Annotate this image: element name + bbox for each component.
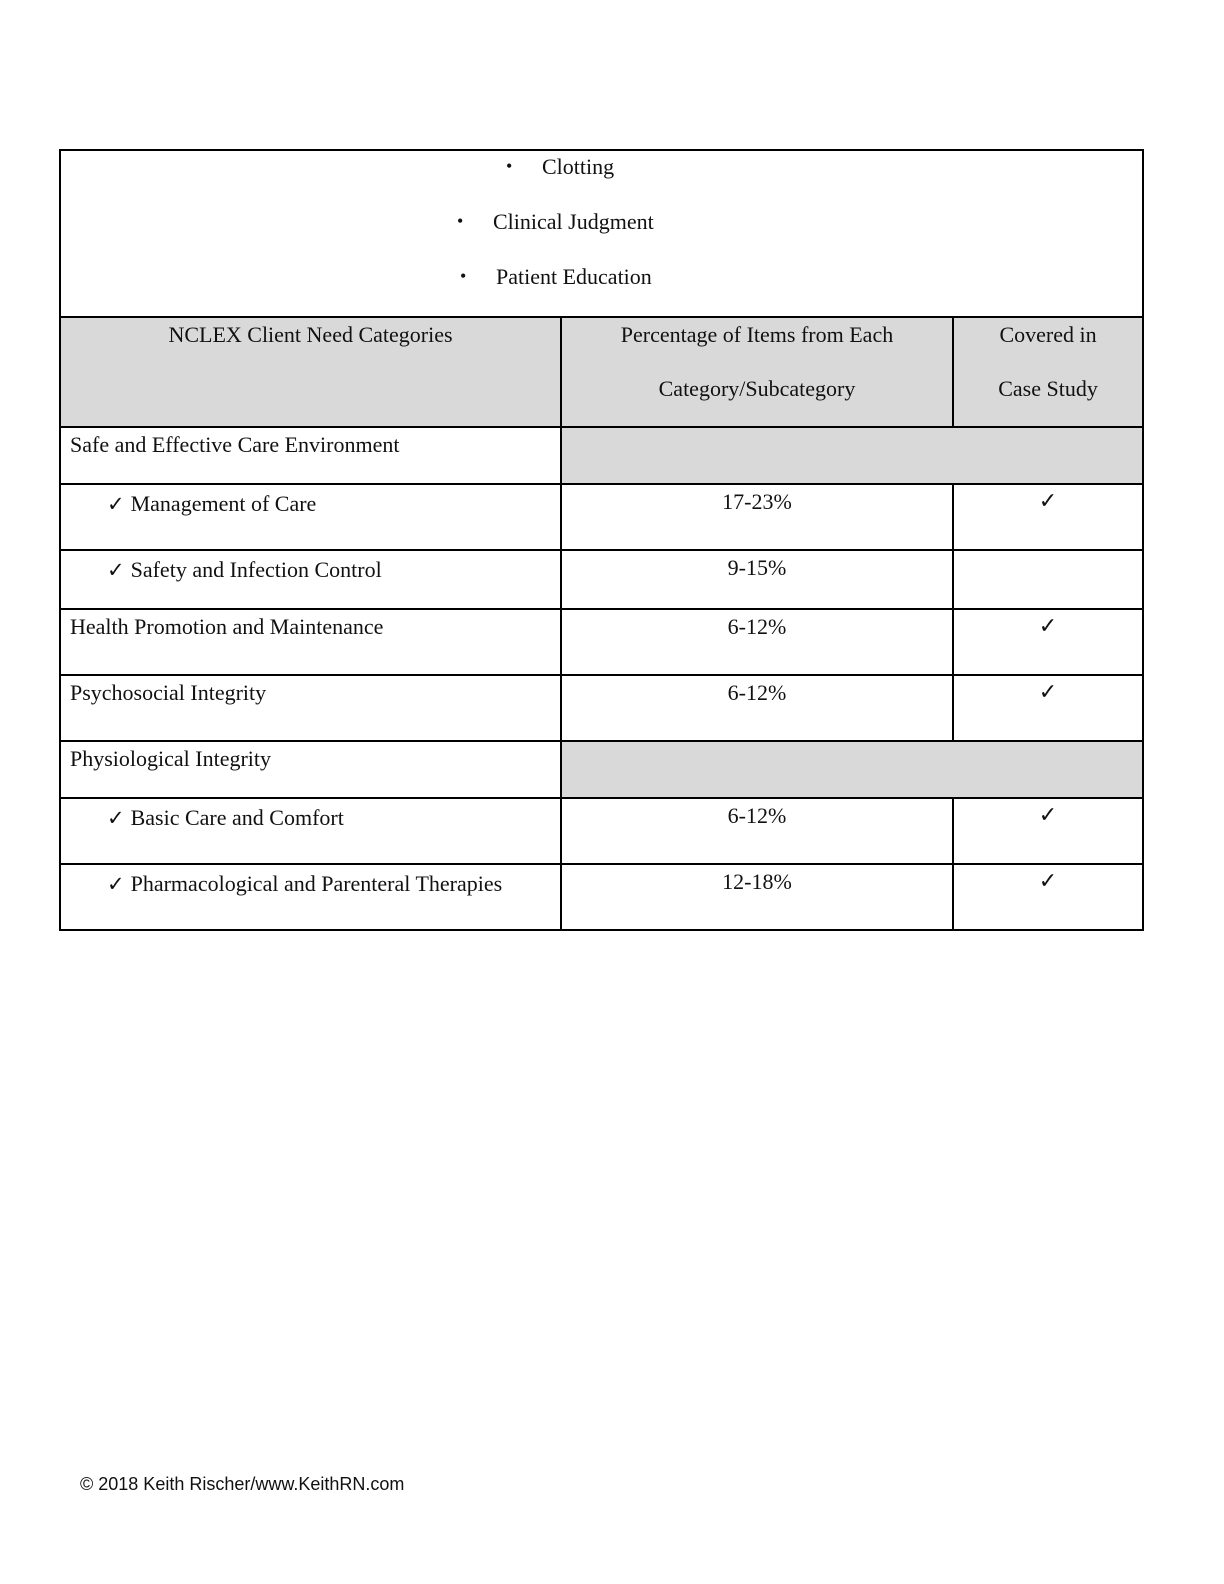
check-icon: ✓ (107, 492, 125, 516)
covered-cell (953, 798, 1143, 864)
header-percentage-line1: Percentage of Items from Each (620, 322, 894, 347)
subcategory-label: Management of Care (130, 491, 317, 516)
check-icon: ✓ (107, 872, 125, 896)
bullet-icon: • (506, 156, 513, 176)
topics-cell (60, 150, 1143, 317)
check-icon: ✓ (107, 806, 125, 830)
percent-cell (561, 798, 953, 864)
category-cell (60, 427, 561, 484)
category-cell (60, 675, 561, 741)
percent-value: 12-18% (722, 869, 792, 894)
percent-cell (561, 550, 953, 609)
subcategory-cell (60, 798, 561, 864)
category-shaded-cell (561, 427, 1143, 484)
percent-value: 17-23% (722, 489, 792, 514)
bullet-icon: • (460, 266, 467, 286)
percent-cell (561, 675, 953, 741)
covered-check-icon: ✓ (1038, 680, 1058, 705)
covered-check-icon: ✓ (1038, 489, 1058, 514)
bullet-icon: • (457, 211, 464, 231)
percent-cell (561, 484, 953, 550)
covered-cell (953, 864, 1143, 930)
header-covered (953, 317, 1143, 427)
category-shaded-cell (561, 741, 1143, 798)
subcategory-label: Basic Care and Comfort (130, 805, 344, 830)
topic-item (61, 264, 1142, 294)
subcategory-row-mgmt-care (60, 484, 1143, 550)
subcategory-row-safety-infection (60, 550, 1143, 609)
subcategory-label: Safety and Infection Control (130, 557, 382, 582)
nclex-categories-table (59, 149, 1144, 931)
subcategory-cell (60, 484, 561, 550)
covered-cell (953, 550, 1143, 609)
covered-cell (953, 484, 1143, 550)
subcategory-row-pharmacological (60, 864, 1143, 930)
copyright-footer: © 2018 Keith Rischer/www.KeithRN.com (80, 1474, 405, 1494)
topic-label: Clotting (542, 154, 615, 179)
topics-row (60, 150, 1143, 317)
topic-label: Patient Education (496, 264, 652, 289)
topic-label: Clinical Judgment (493, 209, 654, 234)
header-covered-line2: Case Study (998, 376, 1098, 401)
category-row-health-promotion (60, 609, 1143, 675)
subcategory-label: Pharmacological and Parenteral Therapies (130, 871, 503, 896)
header-categories: NCLEX Client Need Categories (60, 317, 561, 427)
topic-item (61, 154, 1142, 184)
covered-cell (953, 675, 1143, 741)
check-icon: ✓ (107, 558, 125, 582)
topic-item (61, 209, 1142, 239)
category-label: Physiological Integrity (70, 746, 272, 771)
subcategory-cell (60, 864, 561, 930)
percent-cell (561, 609, 953, 675)
percent-value: 6-12% (727, 803, 787, 828)
percent-value: 6-12% (727, 614, 787, 639)
header-percentage-line2: Category/Subcategory (658, 376, 856, 401)
covered-check-icon: ✓ (1038, 614, 1058, 639)
covered-check-icon (954, 551, 1142, 555)
subcategory-cell (60, 550, 561, 609)
header-covered-line1: Covered in (999, 322, 1097, 347)
percent-value: 6-12% (727, 680, 787, 705)
percent-cell (561, 864, 953, 930)
category-row-safe-env (60, 427, 1143, 484)
category-label: Safe and Effective Care Environment (70, 432, 400, 457)
covered-cell (953, 609, 1143, 675)
percent-value: 9-15% (727, 555, 787, 580)
category-label: Psychosocial Integrity (70, 680, 267, 705)
header-percentage (561, 317, 953, 427)
header-row (60, 317, 1143, 427)
subcategory-row-basic-care (60, 798, 1143, 864)
covered-check-icon: ✓ (1038, 869, 1058, 894)
category-label: Health Promotion and Maintenance (70, 614, 384, 639)
category-cell (60, 609, 561, 675)
category-cell (60, 741, 561, 798)
category-row-physiological (60, 741, 1143, 798)
category-row-psychosocial (60, 675, 1143, 741)
covered-check-icon: ✓ (1038, 803, 1058, 828)
